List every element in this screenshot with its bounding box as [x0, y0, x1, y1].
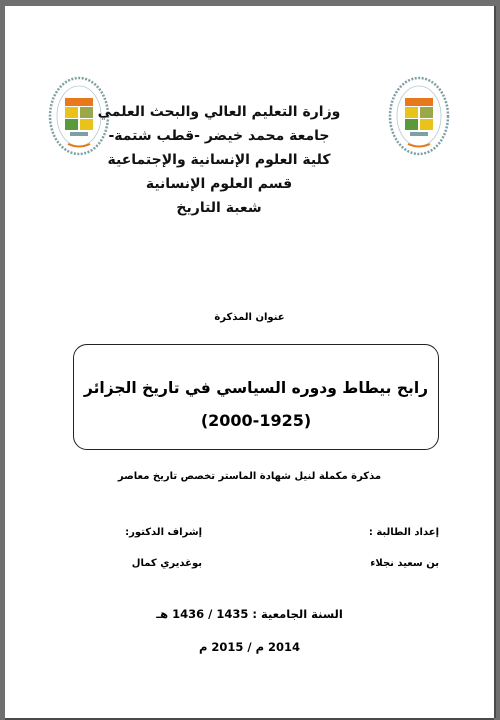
thesis-title: رابح بيطاط ودوره السياسي في تاريخ الجزائر	[83, 379, 429, 397]
thesis-title-box	[73, 344, 439, 450]
academic-year-gregorian: 2014 م / 2015 م	[198, 640, 301, 654]
student-block	[369, 527, 439, 569]
academic-year	[5, 607, 494, 654]
institution-header	[89, 100, 349, 220]
ministry-name: وزارة التعليم العالي والبحث العلمي	[97, 104, 341, 120]
supervisor-name: بوغديري كمال	[131, 558, 202, 569]
student-name: بن سعيد نجلاء	[370, 558, 439, 569]
document-page	[5, 6, 494, 718]
student-label: إعداد الطالبة :	[368, 527, 439, 538]
supervisor-label: إشراف الدكتور:	[125, 527, 202, 538]
degree-note: مذكرة مكملة لنيل شهادة الماستر تخصص تاريخ معاصر	[117, 471, 382, 482]
thesis-period: (2000-1925)	[200, 411, 312, 430]
faculty-name: كلية العلوم الإنسانية والإجتماعية	[107, 152, 331, 168]
department-name: قسم العلوم الإنسانية	[145, 176, 293, 192]
university-name: جامعة محمد خيضر -قطب شتمة-	[108, 128, 330, 144]
branch-name: شعبة التاريخ	[176, 200, 262, 216]
supervisor-block	[125, 527, 202, 569]
university-logo-right	[388, 76, 450, 158]
academic-year-hijri: السنة الجامعية : 1435 / 1436 هـ	[156, 607, 343, 621]
memo-title-label: عنوان المذكرة	[214, 312, 285, 323]
